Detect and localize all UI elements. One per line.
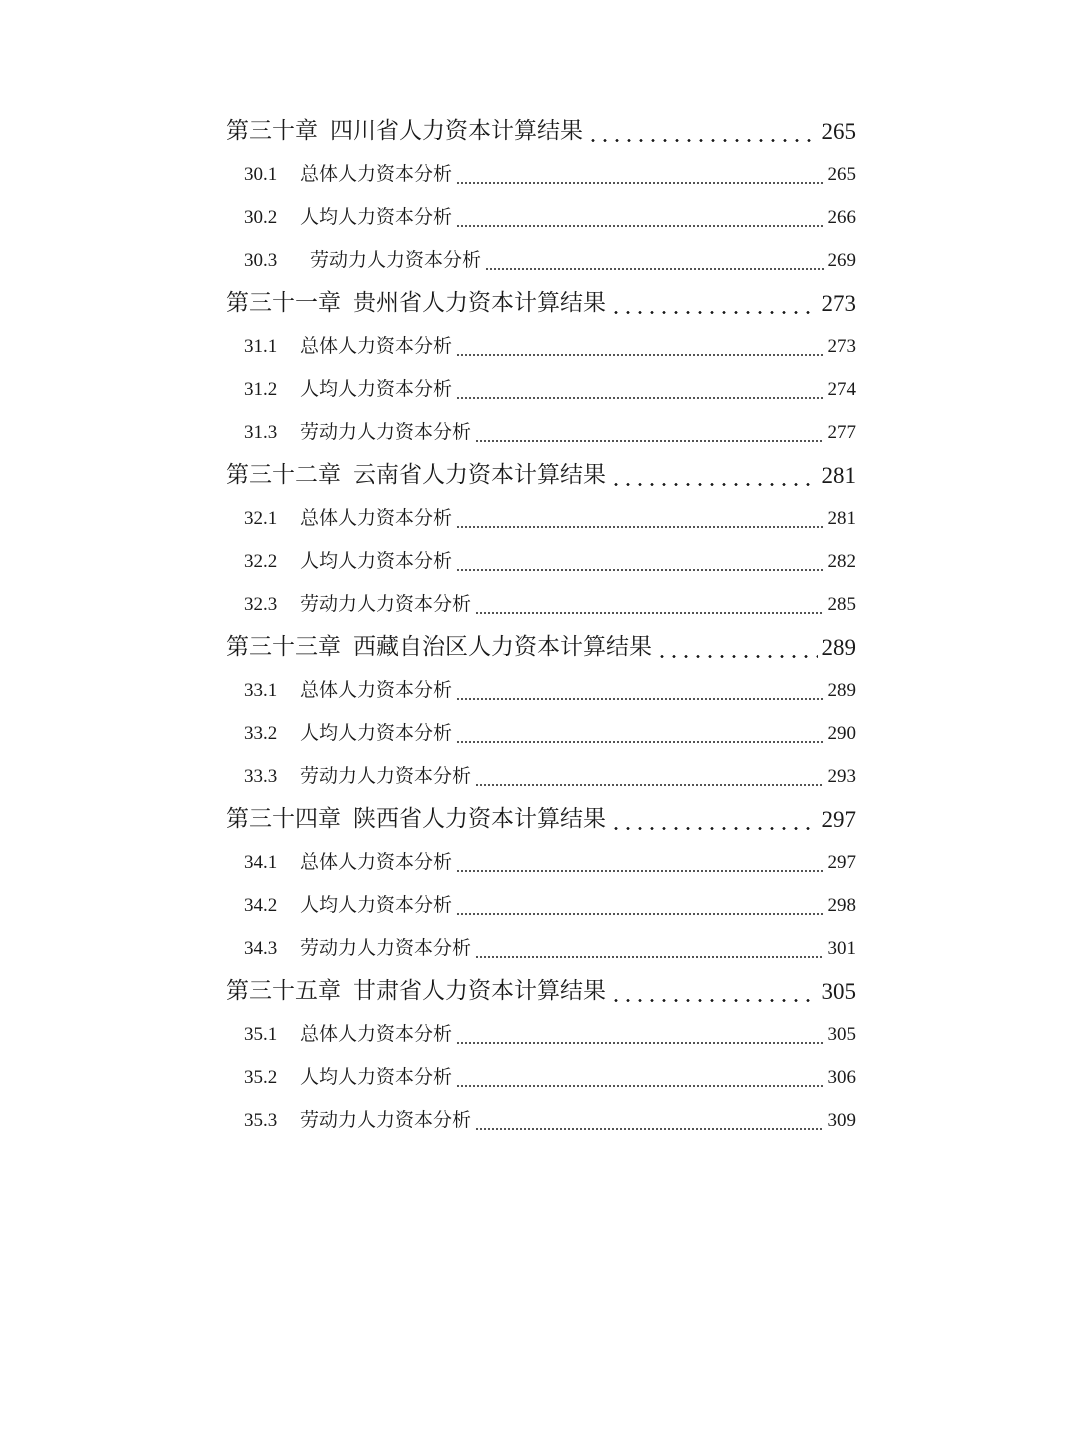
toc-section-31-1[interactable] <box>226 325 856 368</box>
section-title: 劳动力人力资本分析 <box>310 249 482 271</box>
section-number: 30.1 <box>244 164 278 185</box>
toc-section-31-3[interactable] <box>226 411 856 454</box>
toc-chapter-30[interactable] <box>226 110 856 153</box>
section-page-number: 274 <box>827 379 856 400</box>
section-number: 34.2 <box>244 895 278 916</box>
section-title: 总体人力资本分析 <box>300 1023 453 1045</box>
section-title: 总体人力资本分析 <box>300 679 453 701</box>
section-title: 人均人力资本分析 <box>300 1066 453 1088</box>
chapter-number: 第三十四章 <box>226 806 341 832</box>
section-page-number: 281 <box>827 508 856 529</box>
section-title: 劳动力人力资本分析 <box>300 765 472 787</box>
dot-leader <box>456 884 823 927</box>
section-page-number: 293 <box>827 766 856 787</box>
dot-leader <box>456 368 823 411</box>
section-page-number: 305 <box>827 1024 856 1045</box>
section-page-number: 269 <box>827 250 856 271</box>
section-page-number: 282 <box>827 551 856 572</box>
toc-chapter-32[interactable] <box>226 454 856 497</box>
section-number: 34.1 <box>244 852 278 873</box>
section-title: 总体人力资本分析 <box>300 851 453 873</box>
section-title: 总体人力资本分析 <box>300 335 453 357</box>
section-number: 30.2 <box>244 207 278 228</box>
section-number: 33.3 <box>244 766 278 787</box>
section-title: 人均人力资本分析 <box>300 894 453 916</box>
dot-leader <box>587 110 818 153</box>
dot-leader <box>456 1013 823 1056</box>
section-page-number: 306 <box>827 1067 856 1088</box>
section-page-number: 266 <box>827 207 856 228</box>
chapter-title: 贵州省人力资本计算结果 <box>353 290 606 316</box>
section-page-number: 273 <box>827 336 856 357</box>
toc-section-31-2[interactable] <box>226 368 856 411</box>
dot-leader <box>456 1056 823 1099</box>
section-number: 32.2 <box>244 551 278 572</box>
dot-leader <box>485 239 823 282</box>
section-title: 人均人力资本分析 <box>300 206 453 228</box>
section-number: 33.1 <box>244 680 278 701</box>
section-page-number: 290 <box>827 723 856 744</box>
chapter-number: 第三十一章 <box>226 290 341 316</box>
section-title: 总体人力资本分析 <box>300 507 453 529</box>
chapter-number: 第三十三章 <box>226 634 341 660</box>
section-number: 32.1 <box>244 508 278 529</box>
section-title: 人均人力资本分析 <box>300 550 453 572</box>
section-title: 总体人力资本分析 <box>300 163 453 185</box>
dot-leader <box>475 583 823 626</box>
toc-section-33-2[interactable] <box>226 712 856 755</box>
section-title: 劳动力人力资本分析 <box>300 937 472 959</box>
dot-leader <box>456 196 823 239</box>
chapter-page-number: 305 <box>821 979 856 1004</box>
section-title: 劳动力人力资本分析 <box>300 1109 472 1131</box>
section-page-number: 289 <box>827 680 856 701</box>
toc-section-33-1[interactable] <box>226 669 856 712</box>
toc-section-34-3[interactable] <box>226 927 856 970</box>
dot-leader <box>610 282 818 325</box>
toc-section-34-2[interactable] <box>226 884 856 927</box>
dot-leader <box>475 755 823 798</box>
section-number: 31.3 <box>244 422 278 443</box>
section-number: 33.2 <box>244 723 278 744</box>
section-page-number: 301 <box>827 938 856 959</box>
dot-leader <box>456 669 823 712</box>
toc-chapter-31[interactable] <box>226 282 856 325</box>
section-number: 35.1 <box>244 1024 278 1045</box>
dot-leader <box>456 153 823 196</box>
section-number: 34.3 <box>244 938 278 959</box>
chapter-title: 云南省人力资本计算结果 <box>353 462 606 488</box>
dot-leader <box>456 712 823 755</box>
chapter-number: 第三十二章 <box>226 462 341 488</box>
chapter-number: 第三十章 <box>226 118 318 144</box>
toc-section-30-3[interactable] <box>226 239 856 282</box>
toc-section-30-2[interactable] <box>226 196 856 239</box>
toc-chapter-33[interactable] <box>226 626 856 669</box>
section-page-number: 285 <box>827 594 856 615</box>
toc-section-35-3[interactable] <box>226 1099 856 1142</box>
toc-section-32-2[interactable] <box>226 540 856 583</box>
section-number: 35.3 <box>244 1110 278 1131</box>
dot-leader <box>456 540 823 583</box>
toc-chapter-34[interactable] <box>226 798 856 841</box>
section-page-number: 265 <box>827 164 856 185</box>
chapter-title: 陕西省人力资本计算结果 <box>353 806 606 832</box>
dot-leader <box>456 841 823 884</box>
toc-section-33-3[interactable] <box>226 755 856 798</box>
section-page-number: 277 <box>827 422 856 443</box>
dot-leader <box>456 325 823 368</box>
chapter-number: 第三十五章 <box>226 978 341 1004</box>
section-number: 32.3 <box>244 594 278 615</box>
chapter-page-number: 281 <box>821 463 856 488</box>
section-page-number: 297 <box>827 852 856 873</box>
dot-leader <box>475 411 823 454</box>
chapter-page-number: 297 <box>821 807 856 832</box>
toc-section-35-2[interactable] <box>226 1056 856 1099</box>
toc-section-30-1[interactable] <box>226 153 856 196</box>
dot-leader <box>610 454 818 497</box>
toc-section-32-1[interactable] <box>226 497 856 540</box>
section-title: 人均人力资本分析 <box>300 722 453 744</box>
toc-section-35-1[interactable] <box>226 1013 856 1056</box>
dot-leader <box>475 1099 823 1142</box>
dot-leader <box>610 798 818 841</box>
chapter-page-number: 289 <box>821 635 856 660</box>
section-title: 劳动力人力资本分析 <box>300 593 472 615</box>
section-page-number: 298 <box>827 895 856 916</box>
section-number: 31.2 <box>244 379 278 400</box>
chapter-page-number: 273 <box>821 291 856 316</box>
section-number: 35.2 <box>244 1067 278 1088</box>
chapter-title: 四川省人力资本计算结果 <box>330 118 583 144</box>
chapter-title: 甘肃省人力资本计算结果 <box>353 978 606 1004</box>
table-of-contents <box>226 110 856 1142</box>
toc-chapter-35[interactable] <box>226 970 856 1013</box>
section-title: 劳动力人力资本分析 <box>300 421 472 443</box>
section-title: 人均人力资本分析 <box>300 378 453 400</box>
toc-section-34-1[interactable] <box>226 841 856 884</box>
section-number: 30.3 <box>244 250 278 271</box>
section-page-number: 309 <box>827 1110 856 1131</box>
chapter-page-number: 265 <box>821 119 856 144</box>
chapter-title: 西藏自治区人力资本计算结果 <box>353 634 652 660</box>
dot-leader <box>475 927 823 970</box>
dot-leader <box>456 497 823 540</box>
dot-leader <box>656 626 818 669</box>
section-number: 31.1 <box>244 336 278 357</box>
dot-leader <box>610 970 818 1013</box>
toc-section-32-3[interactable] <box>226 583 856 626</box>
